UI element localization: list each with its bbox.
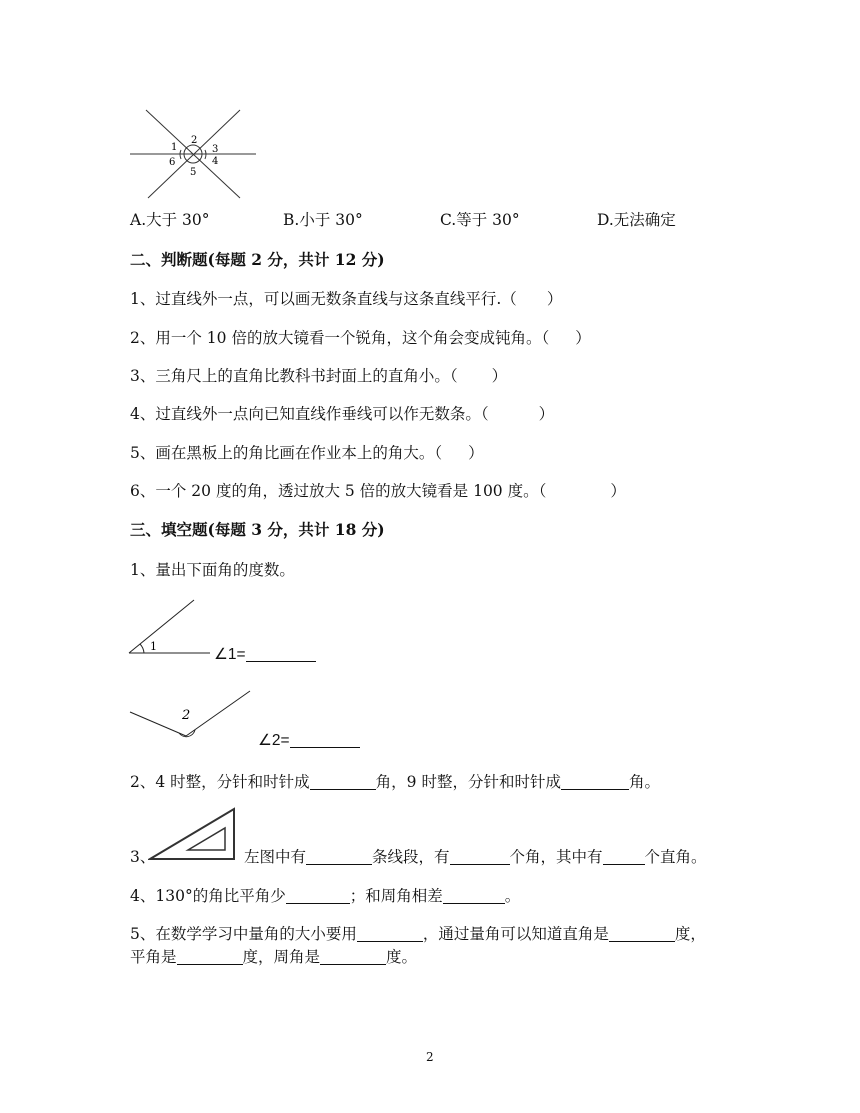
fill-q4-text: 4、130°的角比平角少 [130, 887, 286, 905]
fill-q2-text: 角。 [628, 773, 660, 791]
fill-q4-text: ；和周角相差 [349, 887, 443, 905]
angle-2-answer-label: ∠2= [258, 732, 290, 749]
answer-paren-close: ） [491, 367, 508, 385]
answer-paren-close: ） [575, 329, 591, 347]
fill-q5-text: ，通过量角可以知道直角是 [422, 925, 609, 943]
angle-2-blank[interactable] [290, 732, 360, 749]
fill-q2-text: 2、4 时整，分针和时针成 [130, 773, 310, 791]
fill-q3-text: 个角，其中有 [509, 848, 603, 866]
fill-q5-line1 [130, 922, 706, 944]
answer-paren-open: （ [538, 482, 547, 500]
figure-label-3: 3 [212, 144, 219, 155]
fill-q5-text: 度， [674, 925, 706, 943]
section3-heading: 三、填空题(每题 3 分，共计 18 分) [130, 520, 385, 539]
angle-1-figure [126, 597, 212, 657]
angle-1-blank[interactable] [246, 646, 316, 663]
fill-q5-text: 5、在数学学习中量角的大小要用 [130, 925, 357, 943]
blank-straight-angle-degrees[interactable] [177, 949, 243, 966]
angle-1-answer [214, 645, 316, 664]
fill-q5-line2 [130, 945, 417, 967]
option-c: C.等于 30° [440, 211, 520, 229]
fill-q5-text: 度，周角是 [242, 948, 321, 966]
answer-paren-close: ） [468, 444, 484, 462]
fill-q5-text: 度。 [386, 948, 418, 966]
angle-2-label: 2 [182, 708, 191, 723]
option-a: A.大于 30° [130, 211, 210, 229]
fill-q1-text: 1、量出下面角的度数。 [130, 561, 295, 579]
fill-q5-text: 平角是 [130, 948, 177, 966]
answer-paren-open: （ [480, 405, 489, 423]
fill-q4-text: 。 [504, 887, 521, 905]
answer-paren-close: ） [610, 482, 626, 500]
blank-measure-tool[interactable] [357, 926, 423, 943]
option-d: D.无法确定 [597, 211, 676, 229]
judge-item-text: 1、过直线外一点，可以画无数条直线与这条直线平行. [130, 290, 502, 308]
figure-label-1: 1 [171, 142, 178, 153]
fill-q3-text: 个直角。 [644, 848, 707, 866]
judge-item-3 [130, 364, 507, 386]
judge-item-1 [130, 287, 562, 309]
fill-q3 [244, 845, 707, 867]
set-square-figure [148, 806, 240, 864]
answer-paren-close: ） [546, 290, 563, 308]
fill-q4 [130, 884, 520, 906]
fill-q2 [130, 770, 660, 792]
answer-paren-close: ） [538, 405, 555, 423]
figure-label-4: 4 [212, 156, 219, 167]
angle-1-label: 1 [150, 640, 157, 653]
judge-item-2 [130, 326, 591, 348]
blank-less-than-straight[interactable] [286, 888, 350, 905]
figure-label-6: 6 [169, 157, 176, 168]
blank-segments[interactable] [306, 849, 372, 866]
figure-label-5: 5 [190, 167, 197, 178]
blank-angles[interactable] [450, 849, 510, 866]
option-b: B.小于 30° [283, 211, 363, 229]
section2-heading: 二、判断题(每题 2 分，共计 12 分) [130, 250, 385, 269]
blank-4-oclock[interactable] [310, 774, 376, 791]
answer-paren-open: （ [541, 329, 550, 347]
judge-item-5 [130, 441, 484, 463]
fill-q3-number: 3、 [130, 848, 156, 866]
judge-item-text: 2、用一个 10 倍的放大镜看一个锐角，这个角会变成钝角。 [130, 329, 542, 347]
judge-item-4 [130, 402, 554, 424]
answer-paren-open: （ [501, 290, 517, 308]
answer-paren-open: （ [434, 444, 443, 462]
judge-item-text: 6、一个 20 度的角，透过放大 5 倍的放大镜看是 100 度。 [130, 482, 539, 500]
figure-label-2: 2 [191, 135, 198, 146]
blank-right-angles[interactable] [603, 849, 645, 866]
judge-item-text: 5、画在黑板上的角比画在作业本上的角大。 [130, 444, 435, 462]
blank-9-oclock[interactable] [561, 774, 629, 791]
blank-full-angle-degrees[interactable] [320, 949, 386, 966]
fill-q3-text: 左图中有 [244, 848, 307, 866]
judge-item-6 [130, 479, 626, 501]
page-number: 2 [426, 1050, 434, 1064]
fill-q2-text: 角，9 时整，分针和时针成 [375, 773, 561, 791]
blank-diff-full[interactable] [443, 888, 505, 905]
judge-item-text: 4、过直线外一点向已知直线作垂线可以作无数条。 [130, 405, 481, 423]
angle-1-answer-label: ∠1= [214, 646, 246, 663]
fill-q3-text: 条线段，有 [372, 848, 450, 866]
angle-2-figure [128, 688, 254, 742]
blank-right-angle-degrees[interactable] [609, 926, 675, 943]
angle-2-answer [258, 731, 360, 750]
crossing-lines-figure [128, 104, 260, 202]
answer-paren-open: （ [449, 367, 458, 385]
judge-item-text: 3、三角尺上的直角比教科书封面上的直角小。 [130, 367, 450, 385]
